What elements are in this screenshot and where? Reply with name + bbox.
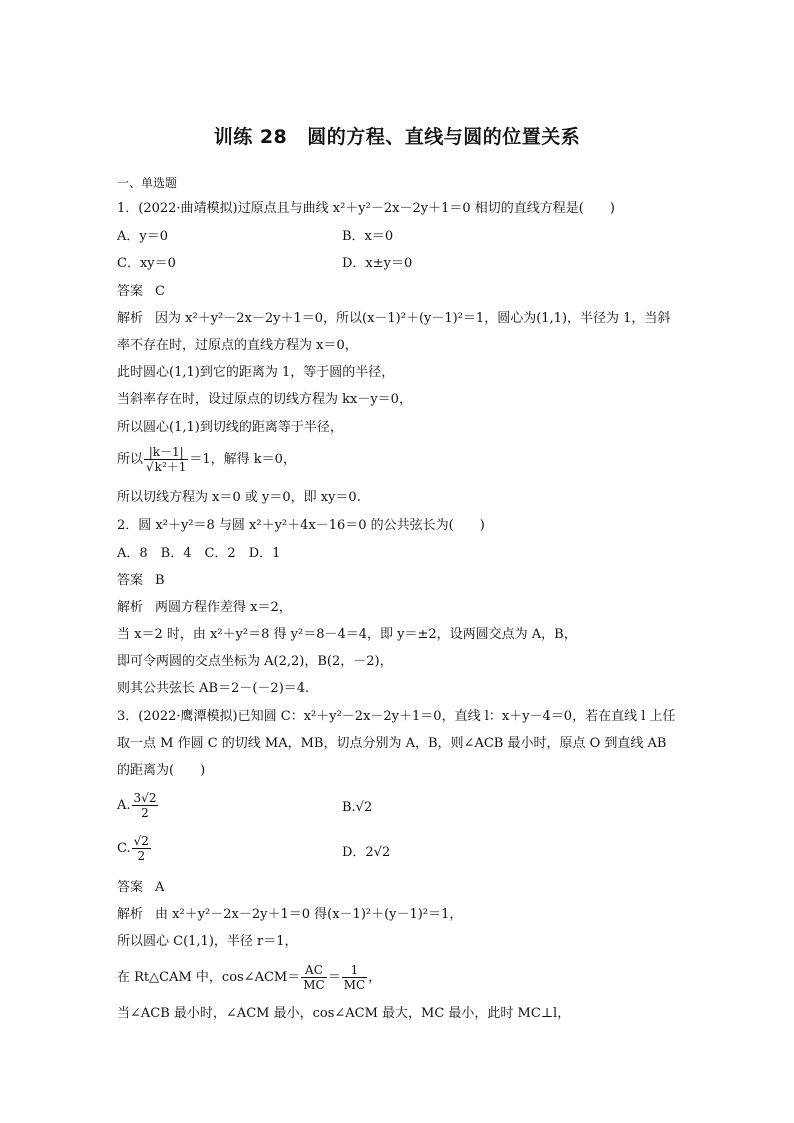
q3-analysis-line-1 (117, 906, 462, 924)
q1-analysis-line-6 (117, 446, 296, 473)
analysis-text: 两圆方程作差得 x＝2， (155, 600, 292, 615)
q2-stem: 2．圆 x²＋y²＝8 与圆 x²＋y²＋4x－16＝0 的公共弦长为( ) (117, 518, 485, 533)
q1-analysis-line-2: 率不存在时，过原点的直线方程为 x＝0， (117, 338, 358, 353)
q3-option-b: B.√2 (342, 800, 373, 815)
analysis-text: 因为 x²＋y²－2x－2y＋1＝0，所以(x－1)²＋(y－1)²＝1，圆心为(1,1)，半径为 1，当斜 (155, 311, 671, 326)
title-text: 圆的方程、直线与圆的位置关系 (307, 126, 581, 148)
q2-answer (117, 572, 165, 590)
analysis-label: 解析 (117, 907, 144, 922)
answer-label: 答案 (117, 284, 144, 299)
analysis-text: 由 x²＋y²－2x－2y＋1＝0 得(x－1)²＋(y－1)²＝1， (155, 907, 463, 922)
q3-stem-line-2: 取一点 M 作圆 C 的切线 MA，MB，切点分别为 A，B，则∠ACB 最小时，原点 O 到直线 AB (117, 736, 667, 751)
q1-option-a: A．y＝0 (117, 229, 169, 244)
text-suffix: ＝1，解得 k＝0， (189, 452, 296, 467)
option-label: C. (117, 841, 131, 856)
fraction-denominator: √k²＋1 (146, 460, 187, 474)
q3-option-a (117, 792, 159, 819)
q1-analysis-line-3: 此时圆心(1,1)到它的距离为 1，等于圆的半径， (117, 365, 395, 380)
fraction-denominator: MC (343, 978, 366, 992)
q1-option-c: C．xy＝0 (117, 256, 176, 271)
option-c-fraction (132, 835, 151, 862)
title-number: 训练 28 (213, 126, 288, 148)
q2-analysis-line-3: 即可令两圆的交点坐标为 A(2,2)，B(2，－2)， (117, 654, 393, 669)
equals-sign: ＝ (327, 970, 341, 985)
fraction-numerator: 3√2 (133, 791, 157, 805)
text-prefix: 所以 (117, 452, 144, 467)
answer-value: A (155, 880, 165, 895)
page-title (0, 122, 794, 149)
q3-stem-line-3: 的距离为( ) (117, 763, 206, 778)
option-a-fraction (132, 792, 159, 819)
fraction-denominator: 2 (141, 806, 149, 820)
text-suffix: ， (368, 970, 382, 985)
q2-analysis-line-4: 则其公共弦长 AB＝2－(－2)＝4. (117, 681, 310, 696)
q1-stem: 1．(2022·曲靖模拟)过原点且与曲线 x²＋y²－2x－2y＋1＝0 相切的直线方程是( ) (117, 201, 615, 216)
fraction-denominator: 2 (137, 849, 146, 863)
q3-analysis-line-4: 当∠ACB 最小时，∠ACM 最小，cos∠ACM 最大，MC 最小，此时 MC⊥l， (117, 1006, 571, 1021)
q2-analysis-line-2: 当 x＝2 时，由 x²＋y²＝8 得 y²＝8－4＝4，即 y＝±2，设两圆交点为 A，B， (117, 627, 577, 642)
fraction-numerator: √2 (133, 834, 149, 848)
q1-analysis-line-1 (117, 310, 670, 328)
cos-fraction-2 (342, 964, 367, 991)
q2-analysis-line-1 (117, 599, 292, 617)
fraction-numerator: 1 (342, 964, 367, 978)
q2-options: A．8 B．4 C．2 D．1 (117, 546, 281, 561)
analysis-label: 解析 (117, 311, 144, 326)
q1-option-d: D．x±y＝0 (342, 256, 413, 271)
analysis-label: 解析 (117, 600, 144, 615)
q1-answer (117, 283, 165, 301)
sqrt-radicand: k²＋1 (154, 460, 187, 474)
q1-analysis-line-4: 当斜率存在时，设过原点的切线方程为 kx－y＝0， (117, 392, 412, 407)
answer-value: C (155, 284, 165, 299)
q3-analysis-line-3 (117, 964, 381, 991)
q3-answer (117, 879, 164, 897)
q3-option-c (117, 835, 152, 862)
answer-label: 答案 (117, 880, 144, 895)
text-prefix: 在 Rt△CAM 中，cos∠ACM＝ (117, 970, 301, 985)
q3-option-d: D．2√2 (342, 845, 391, 860)
answer-value: B (155, 573, 165, 588)
q1-option-b: B．x＝0 (342, 229, 394, 244)
cos-fraction-1 (301, 964, 326, 991)
section-heading: 一、单选题 (117, 176, 178, 190)
fraction-numerator: AC (301, 964, 326, 978)
option-label: A. (117, 798, 131, 813)
q1-analysis-line-7: 所以切线方程为 x＝0 或 y＝0，即 xy＝0. (117, 490, 361, 505)
fraction-denominator: MC (303, 978, 325, 992)
q1-analysis-line-5: 所以圆心(1,1)到切线的距离等于半径， (117, 420, 343, 435)
answer-label: 答案 (117, 573, 144, 588)
q3-stem-line-1: 3．(2022·鹰潭模拟)已知圆 C：x²＋y²－2x－2y＋1＝0，直线 l：x＋y－4＝0，若在直线 l 上任 (117, 709, 676, 724)
q3-analysis-line-2: 所以圆心 C(1,1)，半径 r＝1， (117, 934, 298, 949)
fraction-numerator: |k－1| (144, 446, 188, 460)
distance-fraction (144, 446, 188, 473)
